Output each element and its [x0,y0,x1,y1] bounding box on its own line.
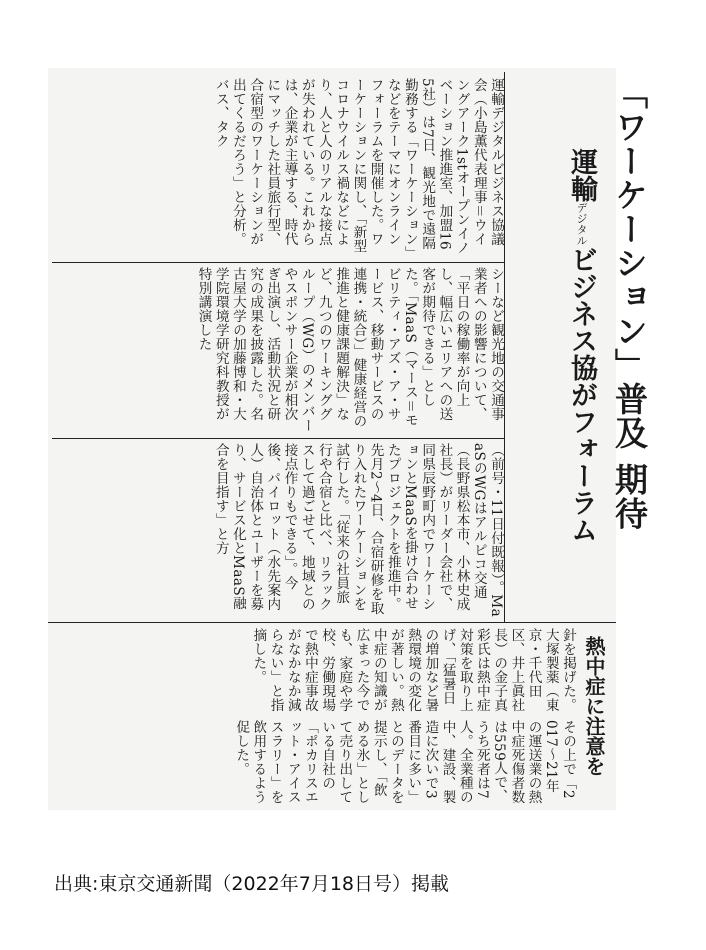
article-column-2: シーなど観光地の交通事業者への影響について、「平日の稼働率が向上し、幅広いエリアへの送客が期待できる」とした。「MaaS（マース＝モビリティ・アズ・ア・サービス、移動サービスの連携・統合）」健康経営の推進と健康課題解決」など、九つのワーキンググループ（WG）のメンバーやスポンサー企業が相次ぎ出演し、活動状況と研究の成果を披露した。名古屋大学の加藤博和・大学院環境学研究科教授が特別講演した [195,267,504,433]
subheadline [562,148,601,543]
subheadline-pre: 運輸 [566,148,597,202]
headline: 「ワーケーション」普及 期待 [610,76,649,531]
tier-divider-2 [52,438,504,439]
section-divider [48,622,616,623]
subheadline-post: ビジネス協がフォーラム [566,246,597,543]
article-column-3: （前号・11日付既報）。MaaSのWGはアルピコ交通（長野県松本市、小林史成社長）がリーダー会社で、同県辰野町内でワーケーションとMaaSを掛け合わせたプロジェクトを推進中。先月2〜4日、合宿研修を取り入れたワーケーションを試行した。「従来の社員旅行や合宿と比べ、リラックスして過ごせて、地域との接点作りもできる」。今後、パイロット（水先案内人）自治体とユーザーを募り、サービス化とMaaS融合を目指す」と方 [212,443,504,618]
sub-article-column-2: その上で「2017〜21年の運送業の熱中症死傷者数は559人で、うち死者は7人。全業種の中、建設、製造に次いで3番目に多い」とのデータを提示し、「飲める氷」として売り出している自社の「ポカリスエット・アイススラリー」を飲用するよう促した。 [233,720,576,804]
article-column-1: 運輸デジタルビジネス協議会（小島薫代表理事＝ウイングアーク1stオープンイノベーション推進室、加盟165社）は7日、観光地で遠隔勤務する「ワーケーション」などをテーマにオンラインフォーラムを開催した。ワーケーションに関し、「新型コロナウイルス禍などにより、人と人のリアルな接点が失われている。これからは、企業が主導する、時代にマッチした社員旅行型、合宿型のワーケーションが出てくるだろう」と分析。バス、タク [212,78,504,255]
source-caption: 出典:東京交通新聞（2022年7月18日号）掲載 [54,873,450,895]
tier-divider-1 [52,262,504,263]
sub-article-column-1: 針を掲げた。大塚製薬（東京・千代田区、井上眞社長）の金子真彩氏は熱中症対策を取り上げ、「猛暑日の増加など暑熱環境の変化が著しい。熱中症の知識が広まった今でも、家庭や学校、労働現場で熱中症事故がなかなか減らない」と指摘した。 [250,628,576,712]
newspaper-clipping [48,68,649,810]
sub-headline: 熱中症に注意を [582,636,606,776]
subheadline-ruby: デジタル [575,202,588,246]
header-divider [504,72,505,622]
